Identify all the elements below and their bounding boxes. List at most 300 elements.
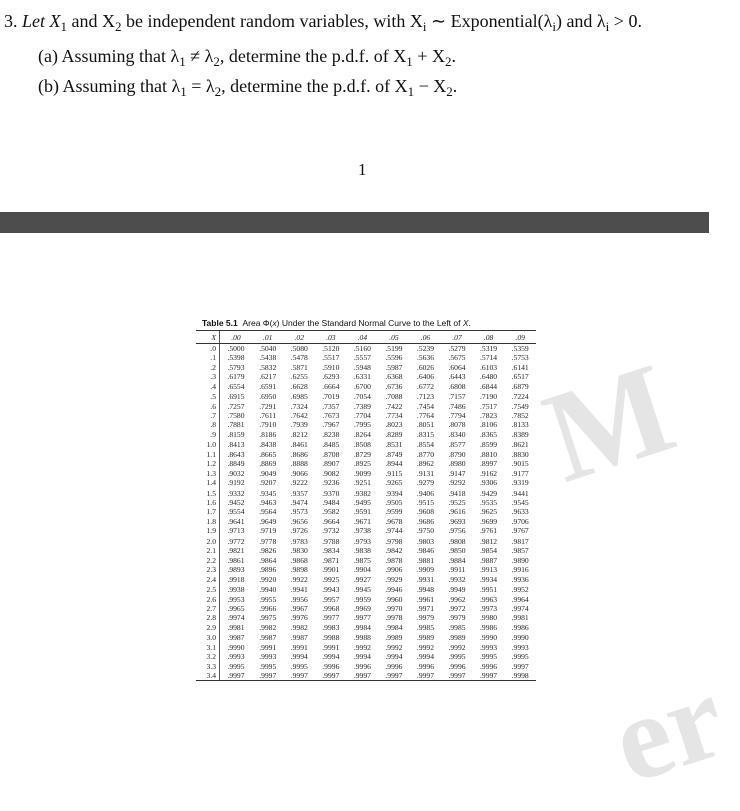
table-cell: .9986 <box>511 622 529 632</box>
row-x-value: .0 <box>196 344 220 354</box>
table-cell: .9854 <box>480 546 498 556</box>
table-cell: .9826 <box>259 546 277 556</box>
row-x-value: 2.8 <box>196 613 220 622</box>
table-cell: .8461 <box>290 440 308 450</box>
table-cell: .7291 <box>259 401 277 411</box>
table-cell: .7324 <box>290 401 308 411</box>
table-cell: .8888 <box>290 459 308 469</box>
table-cell: .9997 <box>378 671 410 681</box>
table-cell: .6985 <box>290 392 308 402</box>
table-cell: .8340 <box>448 429 466 439</box>
table-cell: .7422 <box>385 401 403 411</box>
table-cell: .9441 <box>511 488 529 498</box>
table-row <box>196 430 536 439</box>
table-cell: .8980 <box>448 459 466 469</box>
table-cell: .6331 <box>353 372 371 382</box>
row-x-value: 3.0 <box>196 632 220 643</box>
table-cell: .9893 <box>227 565 245 575</box>
table-cell: .9850 <box>448 546 466 556</box>
table-cell: .9993 <box>511 642 529 652</box>
table-cell: .9306 <box>480 478 498 488</box>
table-cell: .9875 <box>353 555 371 565</box>
table-cell: .6736 <box>385 381 403 391</box>
table-cell: .8997 <box>480 459 498 469</box>
table-cell: .9884 <box>448 555 466 565</box>
table-label: Table 5.1 <box>202 318 238 328</box>
table-cell: .9778 <box>259 536 277 546</box>
table-cell: .5000 <box>227 344 245 353</box>
table-cell: .9996 <box>353 661 371 671</box>
page-number: 1 <box>358 160 367 179</box>
table-cell: .9922 <box>290 574 308 584</box>
table-cell: .6480 <box>480 372 498 382</box>
row-x-value: .3 <box>196 372 220 381</box>
table-cell: .9996 <box>322 661 340 671</box>
table-cell: .9032 <box>227 468 245 478</box>
table-cell: .9783 <box>290 536 308 546</box>
table-row <box>196 372 536 381</box>
table-cell: .7823 <box>480 411 498 421</box>
table-cell: .9641 <box>227 516 245 526</box>
table-cell: .6879 <box>511 381 529 391</box>
column-header: .03 <box>315 331 347 344</box>
table-cell: .9996 <box>448 661 466 671</box>
table-cell: .8238 <box>322 429 340 439</box>
table-cell: .9515 <box>416 498 435 508</box>
table-cell: .7549 <box>511 401 529 411</box>
table-cell: .8485 <box>322 440 340 450</box>
table-cell: .8159 <box>227 429 245 439</box>
table-cell: .9962 <box>448 594 466 604</box>
table-cell: .9997 <box>347 671 379 681</box>
table-cell: .9713 <box>227 526 245 536</box>
table-cell: .9984 <box>353 622 371 632</box>
normal-table <box>196 318 536 681</box>
table-cell: .9429 <box>480 488 498 498</box>
table-title: Table 5.1 Area Φ(x) Under the Standard Normal Curve to the Left of X. <box>196 318 536 331</box>
table-cell: .7257 <box>227 401 245 411</box>
table-cell: .7157 <box>448 392 466 402</box>
table-cell: .7190 <box>480 392 498 402</box>
table-cell: .9474 <box>290 498 308 508</box>
table-cell: .9332 <box>227 488 245 498</box>
table-cell: .9952 <box>511 585 529 595</box>
table-cell: .9890 <box>511 555 529 565</box>
table-row <box>196 450 536 459</box>
table-cell: .9980 <box>480 613 498 623</box>
table-cell: .9960 <box>385 594 403 604</box>
table-cell: .9951 <box>480 585 498 595</box>
table-cell: .9772 <box>227 536 245 546</box>
row-x-value: 3.2 <box>196 652 220 661</box>
part-b <box>38 76 457 97</box>
row-x-value: 1.3 <box>196 469 220 478</box>
column-header: .08 <box>473 331 505 344</box>
table-cell: .9994 <box>385 652 403 662</box>
watermark-er: er <box>596 648 740 809</box>
table-cell: .9940 <box>259 585 277 595</box>
table-cell: .8508 <box>353 440 371 450</box>
table-cell: .9699 <box>480 516 498 526</box>
table-cell: .6293 <box>322 372 340 382</box>
table-cell: .9878 <box>385 555 403 565</box>
table-cell: .9686 <box>416 516 435 526</box>
table-cell: .7939 <box>290 420 308 430</box>
table-cell: .9896 <box>259 565 277 575</box>
table-cell: .9798 <box>385 536 403 546</box>
table-cell: .7123 <box>416 392 435 402</box>
table-cell: .7580 <box>227 411 245 421</box>
row-x-value: 3.1 <box>196 643 220 652</box>
table-cell: .8849 <box>227 459 245 469</box>
table-row <box>196 623 536 632</box>
table-cell: .9871 <box>322 555 340 565</box>
table-row <box>196 652 536 661</box>
column-header: .02 <box>284 331 316 344</box>
table-cell: .9996 <box>416 661 435 671</box>
table-cell: .9991 <box>322 642 340 652</box>
part-label: (b) <box>38 76 59 96</box>
table-cell: .9857 <box>511 546 529 556</box>
table-cell: .9599 <box>385 507 403 517</box>
table-row <box>196 353 536 362</box>
table-cell: .9015 <box>511 459 529 469</box>
table-cell: .5120 <box>322 344 340 353</box>
table-cell: .8051 <box>416 420 435 430</box>
table-row <box>196 459 536 468</box>
table-cell: .6141 <box>511 362 529 372</box>
table-cell: .6808 <box>448 381 466 391</box>
row-x-value: 1.8 <box>196 517 220 526</box>
row-x-value: 3.4 <box>196 671 220 681</box>
table-cell: .5793 <box>227 362 245 372</box>
table-cell: .9864 <box>259 555 277 565</box>
table-cell: .9992 <box>448 642 466 652</box>
table-cell: .6517 <box>511 372 529 382</box>
row-x-value: 1.2 <box>196 459 220 468</box>
table-cell: .5040 <box>259 344 277 353</box>
table-cell: .6179 <box>227 372 245 382</box>
table-cell: .7517 <box>480 401 498 411</box>
table-cell: .9394 <box>385 488 403 498</box>
table-cell: .8944 <box>385 459 403 469</box>
table-cell: .7852 <box>511 411 529 421</box>
table-cell: .8531 <box>385 440 403 450</box>
table-cell: .8106 <box>480 420 498 430</box>
table-cell: .9664 <box>322 516 340 526</box>
table-cell: .9881 <box>416 555 435 565</box>
table-cell: .9545 <box>511 498 529 508</box>
part-a <box>38 46 456 67</box>
watermark-m: M <box>528 335 690 511</box>
table-cell: .9564 <box>259 507 277 517</box>
table-cell: .9948 <box>416 585 435 595</box>
row-x-value: .7 <box>196 411 220 420</box>
table-cell: .9968 <box>322 603 340 613</box>
table-row <box>196 556 536 565</box>
table-cell: .9949 <box>448 585 466 595</box>
table-cell: .9956 <box>290 594 308 604</box>
row-x-value: .6 <box>196 402 220 411</box>
table-cell: .9995 <box>259 661 277 671</box>
table-cell: .8643 <box>227 449 245 459</box>
table-cell: .9977 <box>353 613 371 623</box>
table-cell: .5398 <box>227 353 245 363</box>
table-cell: .9554 <box>227 507 245 517</box>
table-cell: .9965 <box>227 603 245 613</box>
table-cell: .8289 <box>385 429 403 439</box>
table-cell: .9997 <box>410 671 442 681</box>
table-cell: .9357 <box>290 488 308 498</box>
table-cell: .9985 <box>448 622 466 632</box>
table-cell: .9918 <box>227 574 245 584</box>
row-x-value: .1 <box>196 353 220 362</box>
table-cell: .5557 <box>353 353 371 363</box>
table-cell: .9990 <box>227 642 245 652</box>
table-cell: .9817 <box>511 536 529 546</box>
row-x-value: 1.4 <box>196 478 220 487</box>
table-cell: .8621 <box>511 440 529 450</box>
table-cell: .7673 <box>322 411 340 421</box>
table-cell: .9931 <box>416 574 435 584</box>
table-row <box>196 546 536 555</box>
table-cell: .8577 <box>448 440 466 450</box>
table-cell: .9988 <box>353 633 371 643</box>
table-cell: .6064 <box>448 362 466 372</box>
table-cell: .9974 <box>511 603 529 613</box>
row-x-value: 2.4 <box>196 575 220 584</box>
table-cell: .9887 <box>480 555 498 565</box>
table-cell: .9932 <box>448 574 466 584</box>
table-row <box>196 344 536 354</box>
table-row <box>196 604 536 613</box>
table-cell: .7764 <box>416 411 435 421</box>
table-cell: .5438 <box>259 353 277 363</box>
table-cell: .9812 <box>480 536 498 546</box>
table-cell: .9719 <box>259 526 277 536</box>
table-cell: .9963 <box>480 594 498 604</box>
row-x-value: 3.3 <box>196 662 220 671</box>
table-cell: .7054 <box>353 392 371 402</box>
table-cell: .9505 <box>385 498 403 508</box>
table-row <box>196 575 536 584</box>
table-cell: .9582 <box>322 507 340 517</box>
column-header: .00 <box>220 331 252 344</box>
table-cell: .9969 <box>353 603 371 613</box>
table-cell: .8749 <box>385 449 403 459</box>
table-cell: .6915 <box>227 392 245 402</box>
table-cell: .5832 <box>259 362 277 372</box>
table-cell: .9993 <box>227 652 245 662</box>
table-cell: .9971 <box>416 603 435 613</box>
table-cell: .9959 <box>353 594 371 604</box>
table-cell: .8365 <box>480 429 498 439</box>
table-cell: .5871 <box>290 362 308 372</box>
table-row <box>196 402 536 411</box>
table-cell: .6772 <box>416 381 435 391</box>
column-header: .01 <box>252 331 284 344</box>
table-cell: .5239 <box>416 344 435 353</box>
table-cell: .9983 <box>322 622 340 632</box>
table-cell: .9761 <box>480 526 498 536</box>
table-cell: .8810 <box>480 449 498 459</box>
problem-text: Let $X_1$ and $X_2$ be independent random variables, with $X_i$ ∼ $Exponential(\lambda_i)$ and $\lambda_i > 0$. <box>22 11 642 34</box>
table-cell: .9953 <box>227 594 245 604</box>
table-cell: .9207 <box>259 478 277 488</box>
table-cell: .9982 <box>259 622 277 632</box>
table-cell: .9732 <box>322 526 340 536</box>
table-cell: .9936 <box>511 574 529 584</box>
table-cell: .9987 <box>227 633 245 643</box>
table-cell: .9744 <box>385 526 403 536</box>
table-cell: .9382 <box>353 488 371 498</box>
table-cell: .8599 <box>480 440 498 450</box>
table-cell: .6700 <box>353 381 371 391</box>
table-row <box>196 439 536 450</box>
table-cell: .7881 <box>227 420 245 430</box>
table-cell: .5279 <box>448 344 466 353</box>
table-cell: .9997 <box>252 671 284 681</box>
table-cell: .9901 <box>322 565 340 575</box>
row-x-value: .2 <box>196 363 220 372</box>
table-cell: .5675 <box>448 353 466 363</box>
row-x-value: 2.2 <box>196 556 220 565</box>
table-cell: .6103 <box>480 362 498 372</box>
table-cell: .8830 <box>511 449 529 459</box>
table-cell: .9898 <box>290 565 308 575</box>
column-header: .09 <box>504 331 536 344</box>
table-cell: .9279 <box>416 478 435 488</box>
table-cell: .9838 <box>353 546 371 556</box>
table-cell: .6591 <box>259 381 277 391</box>
table-row <box>196 643 536 652</box>
table-cell: .9994 <box>290 652 308 662</box>
table-cell: .9573 <box>290 507 308 517</box>
table-cell: .9625 <box>480 507 498 517</box>
table-cell: .9920 <box>259 574 277 584</box>
table-cell: .9934 <box>480 574 498 584</box>
table-cell: .9997 <box>315 671 347 681</box>
table-cell: .9767 <box>511 526 529 536</box>
table-cell: .9693 <box>448 516 466 526</box>
table-cell: .6217 <box>259 372 277 382</box>
table-cell: .9992 <box>353 642 371 652</box>
table-cell: .9162 <box>480 468 498 478</box>
table-cell: .5753 <box>511 353 529 363</box>
table-cell: .9484 <box>322 498 340 508</box>
part-text: Assuming that $\lambda_1 \ne \lambda_2$, determine the p.d.f. of $X_1 + X_2$. <box>61 46 456 69</box>
table-cell: .9678 <box>385 516 403 526</box>
table-cell: .9406 <box>416 488 435 498</box>
table-cell: .9535 <box>480 498 498 508</box>
table-cell: .5359 <box>511 344 529 353</box>
table-cell: .9115 <box>385 468 403 478</box>
table-cell: .9292 <box>448 478 466 488</box>
table-cell: .9982 <box>290 622 308 632</box>
table-cell: .6844 <box>480 381 498 391</box>
table-cell: .9979 <box>448 613 466 623</box>
table-cell: .5948 <box>353 362 371 372</box>
table-cell: .7995 <box>353 420 371 430</box>
table-row <box>196 526 536 535</box>
row-x-value: 1.9 <box>196 526 220 535</box>
table-cell: .9997 <box>511 661 529 671</box>
table-cell: .9656 <box>290 516 308 526</box>
table-cell: .9967 <box>290 603 308 613</box>
table-cell: .8078 <box>448 420 466 430</box>
table-cell: .9463 <box>259 498 277 508</box>
table-cell: .9994 <box>322 652 340 662</box>
table-cell: .6026 <box>416 362 435 372</box>
table-cell: .9452 <box>227 498 245 508</box>
table-cell: .8708 <box>322 449 340 459</box>
table-cell: .6628 <box>290 381 308 391</box>
row-x-value: .8 <box>196 420 220 429</box>
table-cell: .6664 <box>322 381 340 391</box>
table-row <box>196 382 536 391</box>
table-cell: .9997 <box>441 671 473 681</box>
table-cell: .9977 <box>322 613 340 623</box>
table-cell: .7224 <box>511 392 529 402</box>
table-cell: .6950 <box>259 392 277 402</box>
row-x-value: 1.6 <box>196 498 220 507</box>
table-cell: .9345 <box>259 488 277 498</box>
table-row <box>196 632 536 643</box>
table-row <box>196 671 536 681</box>
table-cell: .9988 <box>322 633 340 643</box>
table-cell: .6554 <box>227 381 245 391</box>
table-cell: .7611 <box>259 411 277 421</box>
table-cell: .9236 <box>322 478 340 488</box>
table-cell: .9319 <box>511 478 529 488</box>
table-cell: .9616 <box>448 507 466 517</box>
table-row <box>196 565 536 574</box>
table-cell: .9192 <box>227 478 245 488</box>
table-cell: .9803 <box>416 536 435 546</box>
table-cell: .9671 <box>353 516 371 526</box>
table-cell: .9706 <box>511 516 529 526</box>
z-table <box>196 331 536 681</box>
table-cell: .9821 <box>227 546 245 556</box>
table-cell: .9793 <box>353 536 371 546</box>
table-cell: .5160 <box>353 344 371 353</box>
table-cell: .9911 <box>448 565 466 575</box>
table-cell: .9993 <box>480 642 498 652</box>
table-cell: .9970 <box>385 603 403 613</box>
row-x-value: 2.5 <box>196 584 220 595</box>
table-cell: .9946 <box>385 585 403 595</box>
table-cell: .5596 <box>385 353 403 363</box>
table-cell: .9738 <box>353 526 371 536</box>
table-cell: .9991 <box>290 642 308 652</box>
table-cell: .9834 <box>322 546 340 556</box>
table-cell: .9726 <box>290 526 308 536</box>
table-row <box>196 469 536 478</box>
table-row <box>196 363 536 372</box>
column-header: .05 <box>378 331 410 344</box>
table-cell: .9808 <box>448 536 466 546</box>
table-cell: .9525 <box>448 498 466 508</box>
table-cell: .9082 <box>322 468 340 478</box>
table-cell: .9987 <box>259 633 277 643</box>
table-cell: .9750 <box>416 526 435 536</box>
table-row <box>196 507 536 516</box>
table-cell: .9099 <box>353 468 371 478</box>
table-cell: .9418 <box>448 488 466 498</box>
table-cell: .9927 <box>353 574 371 584</box>
table-cell: .9941 <box>290 585 308 595</box>
part-label: (a) <box>38 46 58 66</box>
